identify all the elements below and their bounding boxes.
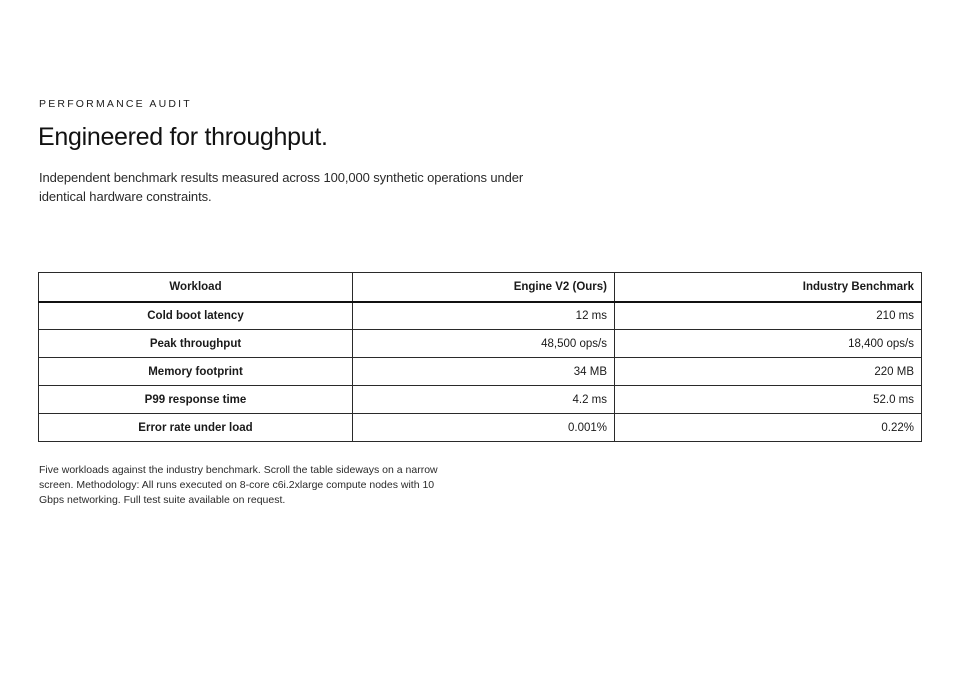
industry-benchmark-value: 52.0 ms	[615, 386, 922, 414]
engine-v2-value: 12 ms	[353, 302, 615, 330]
industry-benchmark-value: 210 ms	[615, 302, 922, 330]
page-title: Engineered for throughput.	[38, 123, 328, 151]
workload-cell: Cold boot latency	[39, 302, 353, 330]
table-row	[39, 302, 922, 330]
engine-v2-value: 0.001%	[353, 414, 615, 442]
industry-benchmark-value: 0.22%	[615, 414, 922, 442]
table-footnote: Five workloads against the industry benchmark. Scroll the table sideways on a narrow screen. Methodology: All runs executed on 8-core c6i.2xlarge compute nodes with 10 Gbps networking. Full test suite available on request.	[39, 464, 438, 506]
workload-cell: Memory footprint	[39, 358, 353, 386]
table-row	[39, 358, 922, 386]
benchmark-table	[38, 272, 922, 442]
engine-v2-value: 34 MB	[353, 358, 615, 386]
column-header-industry-benchmark: Industry Benchmark	[615, 273, 922, 302]
table-row	[39, 330, 922, 358]
engine-v2-value: 4.2 ms	[353, 386, 615, 414]
industry-benchmark-value: 220 MB	[615, 358, 922, 386]
table-header	[39, 273, 922, 302]
workload-cell: P99 response time	[39, 386, 353, 414]
workload-cell: Peak throughput	[39, 330, 353, 358]
table-row	[39, 414, 922, 442]
column-header-engine-v2: Engine V2 (Ours)	[353, 273, 615, 302]
column-header-workload: Workload	[39, 273, 353, 302]
workload-cell: Error rate under load	[39, 414, 353, 442]
page-lede: Independent benchmark results measured across 100,000 synthetic operations under identical hardware constraints.	[39, 170, 524, 204]
engine-v2-value: 48,500 ops/s	[353, 330, 615, 358]
section-eyebrow: PERFORMANCE AUDIT	[39, 98, 192, 110]
industry-benchmark-value: 18,400 ops/s	[615, 330, 922, 358]
table-header-row	[39, 273, 922, 302]
table-row	[39, 386, 922, 414]
table-body	[39, 302, 922, 442]
